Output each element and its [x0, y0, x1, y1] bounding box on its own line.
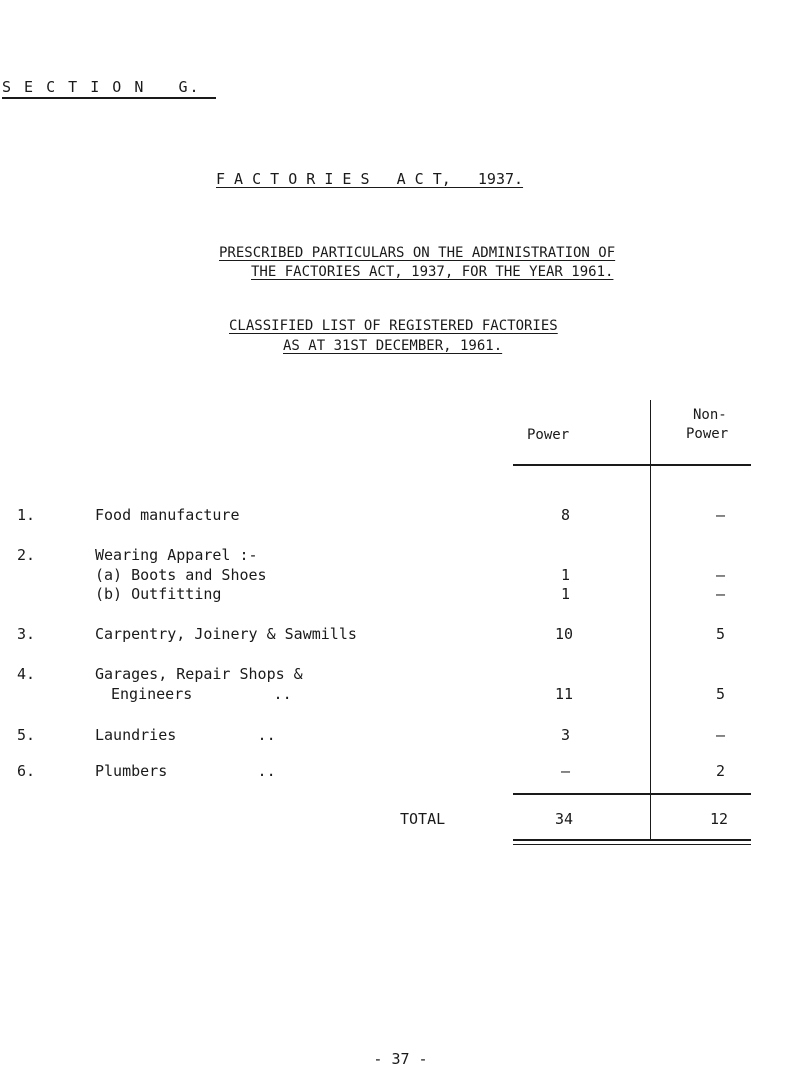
subtitle-line-2: THE FACTORIES ACT, 1937, FOR THE YEAR 1961. — [251, 264, 614, 280]
subtitle-line-1: PRESCRIBED PARTICULARS ON THE ADMINISTRATION OF — [219, 245, 616, 261]
row-5-label: Laundries .. — [95, 726, 276, 744]
row-3-non-power: 5 — [716, 625, 726, 643]
row-6-number: 6. — [17, 762, 36, 780]
list-title-line-1: CLASSIFIED LIST OF REGISTERED FACTORIES — [229, 318, 558, 334]
row-6-power: – — [561, 762, 571, 780]
header-rule-left — [513, 464, 651, 466]
row-6-non-power: 2 — [716, 762, 726, 780]
row-2a-power: 1 — [561, 566, 571, 584]
row-2b-non-power: – — [716, 585, 726, 603]
total-non-power: 12 — [710, 810, 729, 828]
act-title: F A C T O R I E S A C T, 1937. — [216, 170, 524, 188]
row-5-non-power: – — [716, 726, 726, 744]
row-1-power: 8 — [561, 506, 571, 524]
page-number: - 37 - — [373, 1050, 428, 1068]
row-2a-non-power: – — [716, 566, 726, 584]
column-header-power: Power — [527, 427, 570, 443]
row-2a-label: (a) Boots and Shoes — [95, 566, 267, 584]
row-2b-power: 1 — [561, 585, 571, 603]
total-bottom-rule-2 — [513, 844, 751, 845]
column-header-non-power-1: Non- — [693, 407, 727, 423]
row-4-number: 4. — [17, 665, 36, 683]
total-label: TOTAL — [400, 810, 446, 828]
row-1-number: 1. — [17, 506, 36, 524]
row-1-label: Food manufacture — [95, 506, 240, 524]
total-bottom-rule-1 — [513, 839, 751, 841]
row-2b-label: (b) Outfitting — [95, 585, 222, 603]
row-4-label: Garages, Repair Shops & — [95, 665, 303, 683]
row-6-label: Plumbers .. — [95, 762, 276, 780]
section-heading-underline — [2, 97, 216, 99]
column-divider — [650, 400, 651, 840]
header-rule-right — [651, 464, 751, 466]
row-5-number: 5. — [17, 726, 36, 744]
row-1-non-power: – — [716, 506, 726, 524]
section-heading: S E C T I O N G. — [2, 78, 201, 96]
row-2-number: 2. — [17, 546, 36, 564]
row-4-power: 11 — [555, 685, 574, 703]
total-power: 34 — [555, 810, 574, 828]
row-3-number: 3. — [17, 625, 36, 643]
row-3-label: Carpentry, Joinery & Sawmills — [95, 625, 357, 643]
row-4-non-power: 5 — [716, 685, 726, 703]
row-2-label: Wearing Apparel :- — [95, 546, 258, 564]
column-header-non-power-2: Power — [686, 426, 729, 442]
total-top-rule — [513, 793, 751, 795]
row-3-power: 10 — [555, 625, 574, 643]
row-5-power: 3 — [561, 726, 571, 744]
list-title-line-2: AS AT 31ST DECEMBER, 1961. — [283, 338, 503, 354]
row-4-label-cont: Engineers .. — [111, 685, 292, 703]
